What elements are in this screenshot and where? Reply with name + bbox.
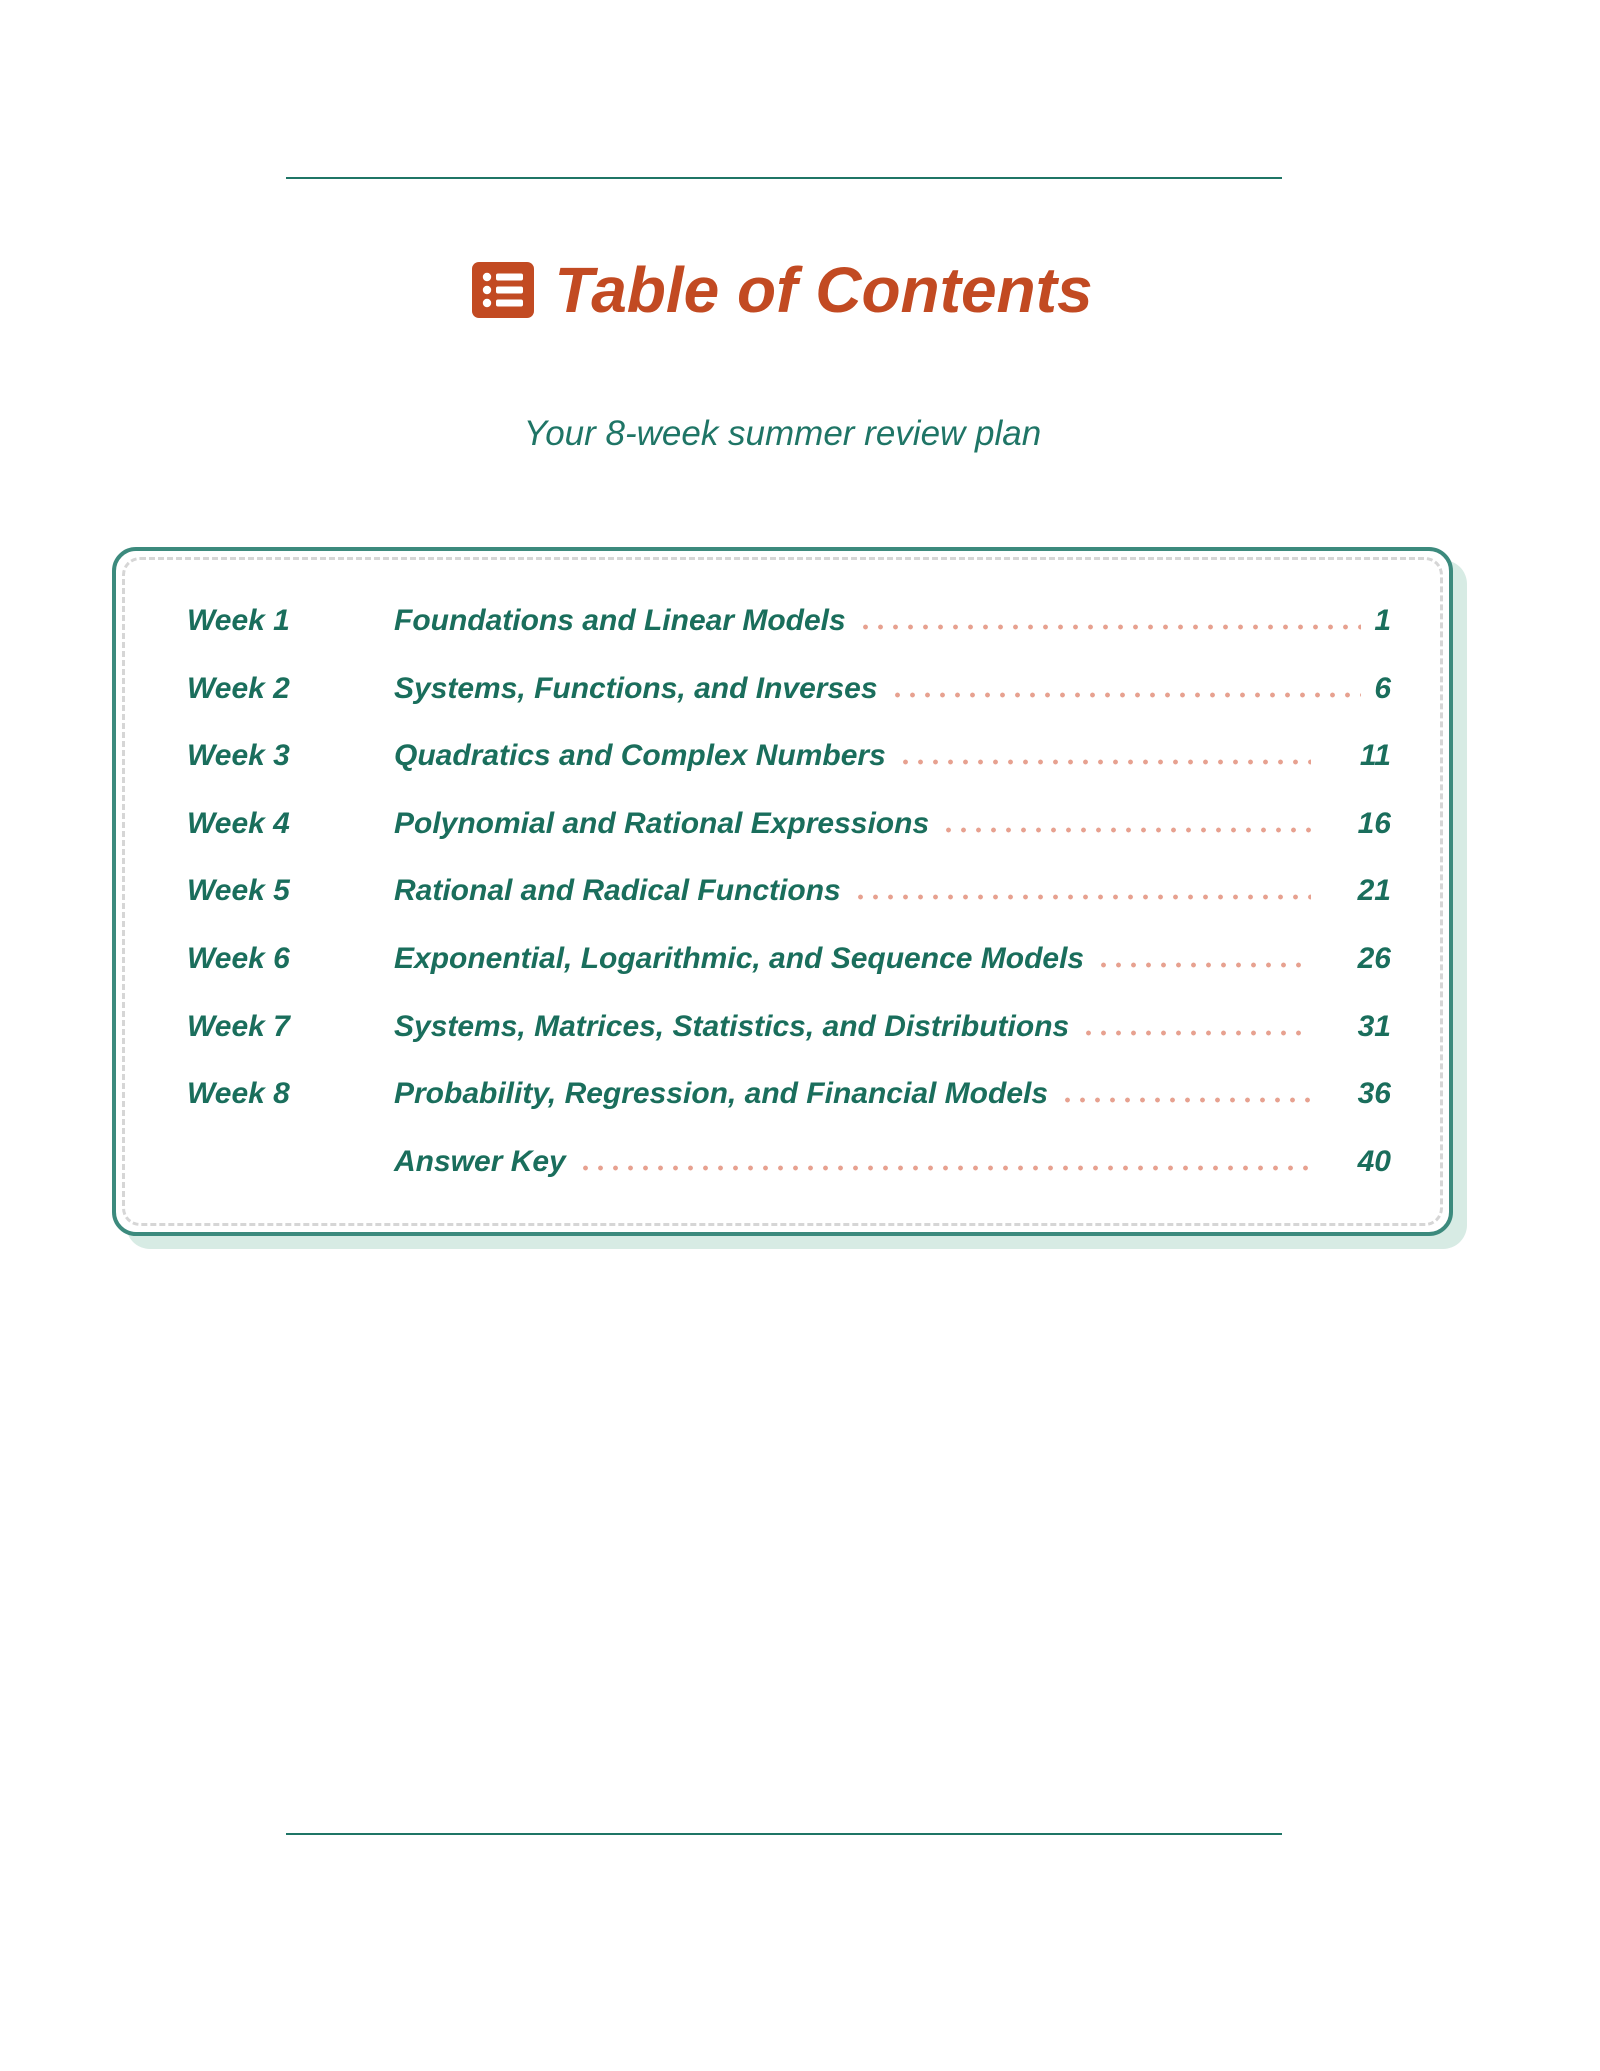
toc-dot-leader bbox=[898, 759, 1311, 765]
toc-dot-leader bbox=[853, 894, 1311, 900]
toc-page-number: 40 bbox=[1357, 1144, 1391, 1178]
toc-entry[interactable] bbox=[116, 1145, 1457, 1195]
toc-page-number: 1 bbox=[1374, 604, 1391, 637]
toc-page-number: 36 bbox=[1357, 1077, 1391, 1111]
toc-page-number: 21 bbox=[1357, 874, 1391, 908]
toc-week-label: Week 7 bbox=[187, 1009, 290, 1043]
toc-entry-title[interactable]: Probability, Regression, and Financial Models bbox=[394, 1077, 1049, 1111]
toc-entry[interactable] bbox=[116, 1077, 1457, 1127]
toc-dot-leader bbox=[1081, 1030, 1311, 1036]
toc-entry[interactable] bbox=[116, 672, 1457, 722]
list-icon bbox=[472, 262, 534, 318]
toc-entry[interactable] bbox=[116, 1010, 1457, 1060]
toc-entry-line bbox=[394, 1145, 1457, 1179]
toc-dot-leader bbox=[1096, 962, 1311, 968]
toc-entry-title[interactable]: Exponential, Logarithmic, and Sequence Models bbox=[394, 942, 1085, 975]
toc-week-label: Week 3 bbox=[187, 739, 290, 773]
toc-week-label: Week 1 bbox=[187, 604, 290, 637]
toc-page-number: 6 bbox=[1374, 671, 1391, 705]
toc-page-number: 26 bbox=[1357, 942, 1391, 975]
toc-entry-title[interactable]: Quadratics and Complex Numbers bbox=[394, 739, 886, 773]
toc-week-label: Week 6 bbox=[187, 942, 290, 975]
toc-entry-line bbox=[394, 1010, 1457, 1044]
page-title: Table of Contents bbox=[554, 254, 1093, 326]
toc-entry-title[interactable]: Systems, Matrices, Statistics, and Distributions bbox=[394, 1009, 1070, 1043]
toc-box bbox=[112, 547, 1453, 1236]
toc-week-label: Week 2 bbox=[187, 671, 290, 705]
top-divider bbox=[286, 177, 1282, 179]
toc-entry[interactable] bbox=[116, 942, 1457, 992]
toc-page-number: 31 bbox=[1357, 1009, 1391, 1043]
page-heading bbox=[0, 254, 1565, 326]
toc-entry-title[interactable]: Answer Key bbox=[394, 1144, 566, 1178]
toc-entry-line bbox=[394, 604, 1457, 638]
toc-entry[interactable] bbox=[116, 604, 1457, 654]
toc-dot-leader bbox=[890, 692, 1361, 698]
toc-week-label: Week 4 bbox=[187, 806, 290, 840]
toc-entry-line bbox=[394, 672, 1457, 706]
toc-entry-title[interactable]: Polynomial and Rational Expressions bbox=[394, 806, 930, 840]
toc-entry-line bbox=[394, 1077, 1457, 1111]
toc-dot-leader bbox=[858, 624, 1361, 630]
toc-entry-line bbox=[394, 739, 1457, 773]
toc-dot-leader bbox=[941, 827, 1311, 833]
toc-entry[interactable] bbox=[116, 739, 1457, 789]
toc-week-label: Week 5 bbox=[187, 874, 290, 908]
toc-entry-title[interactable]: Rational and Radical Functions bbox=[394, 874, 841, 908]
toc-entry[interactable] bbox=[116, 874, 1457, 924]
bottom-divider bbox=[286, 1833, 1282, 1835]
toc-dot-leader bbox=[578, 1165, 1311, 1171]
toc-entry-title[interactable]: Foundations and Linear Models bbox=[394, 604, 846, 637]
toc-entry-line bbox=[394, 807, 1457, 841]
toc-page-number: 16 bbox=[1357, 806, 1391, 840]
toc-entry-title[interactable]: Systems, Functions, and Inverses bbox=[394, 671, 878, 705]
toc-entry-line bbox=[394, 942, 1457, 976]
toc-entry[interactable] bbox=[116, 807, 1457, 857]
toc-week-label: Week 8 bbox=[187, 1077, 290, 1111]
toc-page-number: 11 bbox=[1359, 739, 1391, 773]
toc-entry-line bbox=[394, 874, 1457, 908]
toc-dot-leader bbox=[1060, 1097, 1311, 1103]
page-subtitle: Your 8-week summer review plan bbox=[523, 414, 1042, 453]
